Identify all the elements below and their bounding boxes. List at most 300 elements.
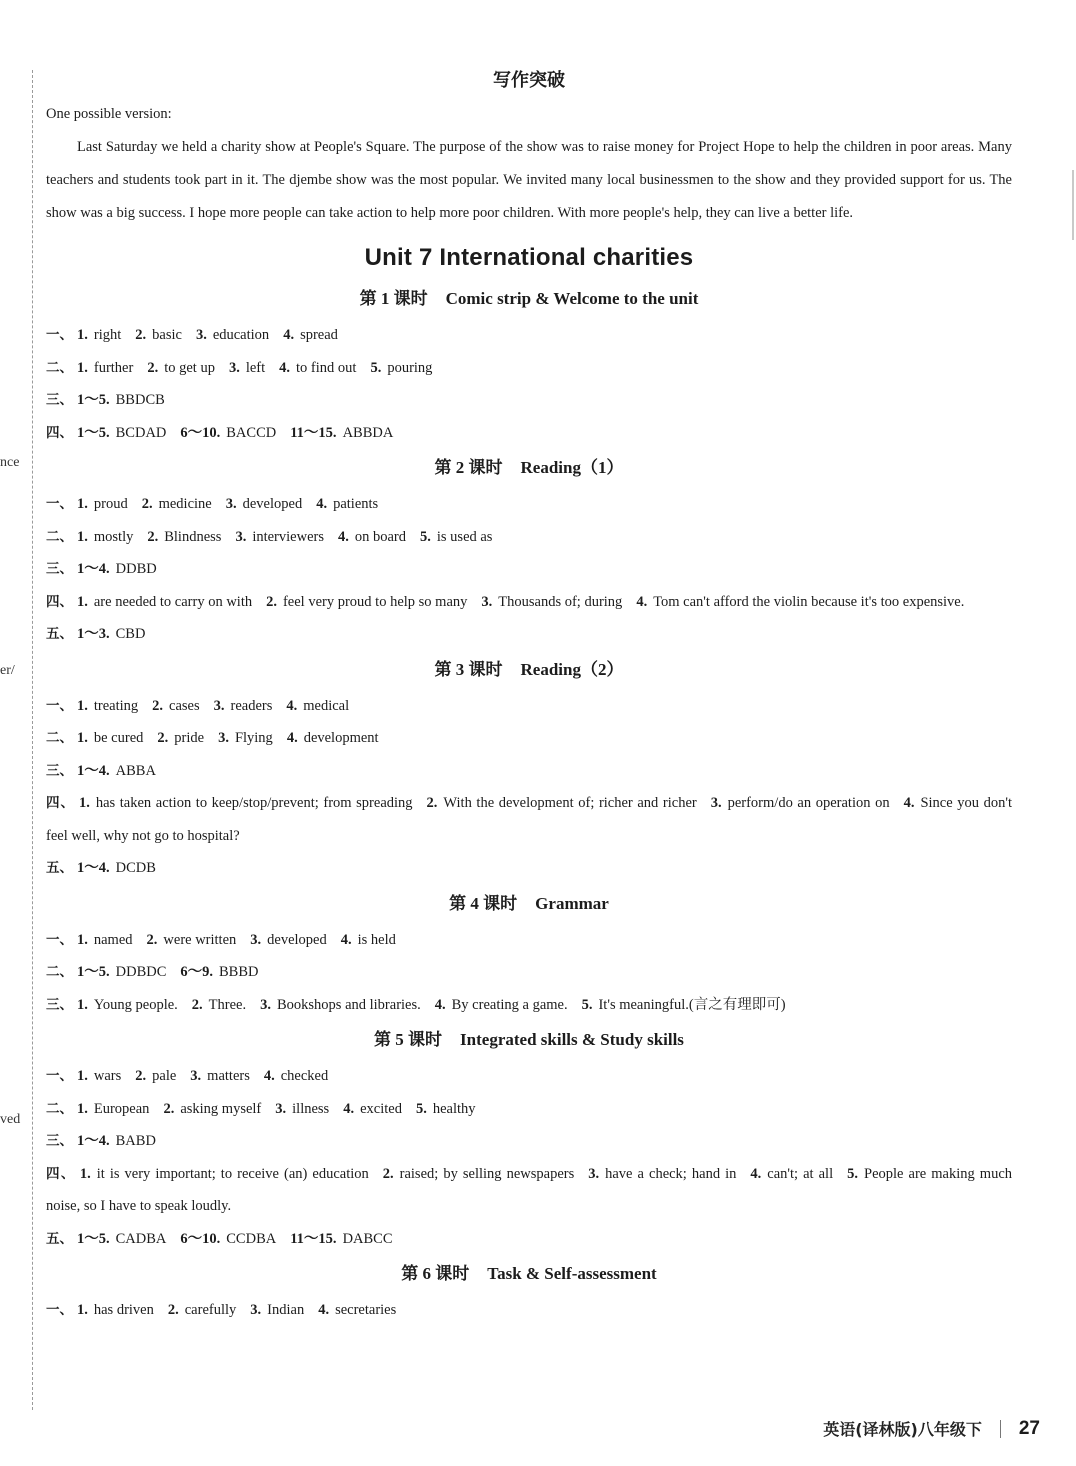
question-number: 1. [77,1068,88,1084]
question-number: 3. [275,1100,287,1117]
answer-text: pale [152,1068,177,1084]
section-label: 一、 [46,1302,73,1318]
question-number: 2. [135,1068,147,1084]
answer-text: secretaries [335,1302,397,1318]
question-number: 2. [157,730,169,746]
answer-text: By creating a game. [451,996,568,1013]
cut-off-text-fragment: er/ [0,663,15,678]
answer-item [147,932,237,948]
answer-row [46,319,1012,352]
section-label: 五、 [46,1230,73,1247]
answer-text: illness [292,1100,330,1117]
answer-item [192,997,246,1013]
answer-item [77,496,128,512]
answer-item [383,1166,574,1182]
section-label: 二、 [46,1100,73,1117]
question-number: 4. [279,359,291,376]
answer-item [588,1166,736,1182]
answer-row [46,553,1012,586]
answer-item [250,1302,304,1318]
question-number: 3. [481,593,493,610]
answer-row [46,690,1012,723]
answer-item [287,730,379,746]
answer-item [77,327,121,343]
section-label: 四、 [46,795,75,811]
lesson-number: 第 3 课时 [434,659,503,679]
answer-text: BBDCB [115,392,165,408]
question-number: 1. [77,931,88,948]
section-label: 五、 [46,860,73,876]
answer-item [77,1133,156,1149]
answer-text: are needed to carry on with [93,593,253,610]
answer-item [250,932,326,948]
question-number: 1. [77,359,88,376]
question-number: 4. [286,697,298,714]
answer-item [214,698,273,714]
answer-item [264,1068,328,1084]
answer-text: Since you don't feel well, why not go to hospital? [46,795,1013,844]
section-label: 三、 [46,996,73,1013]
question-number: 4. [283,327,295,343]
question-number: 5. [847,1165,858,1182]
answer-row [46,924,1012,957]
answer-row [46,956,1012,989]
question-number: 1. [77,1302,88,1318]
question-number: 1～3. [77,626,110,642]
question-number: 1～4. [77,762,110,779]
question-number: 4. [750,1165,762,1182]
question-number: 4. [903,795,915,811]
answer-item [636,594,964,610]
section-label: 二、 [46,359,73,376]
answer-item [420,529,492,545]
footer-subject: 英语(译林版)八年级下 [823,1420,982,1439]
page-footer [823,1417,1040,1440]
question-number: 3. [225,496,237,512]
answer-text: patients [333,496,379,512]
question-number: 3. [250,1302,262,1318]
answer-item [152,698,199,714]
answer-text: checked [280,1068,329,1084]
answer-item [77,1068,121,1084]
answer-item [318,1302,396,1318]
answer-text: It's meaningful.(言之有理即可) [598,996,786,1013]
section-label: 五、 [46,626,73,642]
section-label: 四、 [46,424,73,441]
answer-text: to find out [296,359,357,376]
question-number: 4. [434,996,446,1013]
question-number: 1. [77,327,88,343]
cut-off-text-fragment: ved [0,1112,21,1127]
lesson-name: Reading（1） [520,458,624,477]
answer-text: carefully [184,1302,237,1318]
question-number: 3. [588,1165,600,1182]
answer-item [77,1302,154,1318]
answer-item [260,997,421,1013]
answer-item [290,1231,392,1247]
answer-text: ABBA [115,762,156,779]
question-number: 1～5. [77,424,110,441]
answer-text: is held [357,931,396,948]
answer-text: interviewers [252,528,324,545]
question-number: 1. [77,730,88,746]
answer-text: it is very important; to receive (an) education [96,1165,369,1182]
answer-text: mostly [93,528,134,545]
binding-margin-line [32,70,33,1410]
answer-item [163,1101,261,1117]
answer-text: feel very proud to help so many [282,593,468,610]
answer-item [226,496,302,512]
answer-item [77,594,252,610]
question-number: 2. [141,496,153,512]
question-number: 6～10. [180,1230,221,1247]
answer-text: Tom can't afford the violin because it's too expensive. [653,593,965,610]
lesson-name: Comic strip & Welcome to the unit [445,289,699,308]
lesson-title [46,655,1012,680]
answer-text: DDBD [115,561,157,577]
answer-item [77,763,156,779]
answer-item [77,561,157,577]
question-number: 4. [316,496,328,512]
question-number: 2. [191,996,203,1013]
question-number: 5. [581,996,593,1013]
cut-off-text-fragment: nce [0,455,20,470]
answer-row [46,488,1012,521]
answer-text: can't; at all [767,1165,834,1182]
answer-text: medicine [158,496,212,512]
answer-item [235,529,324,545]
answer-item [180,964,258,980]
answer-item [77,425,166,441]
question-number: 3. [190,1068,202,1084]
answer-item [266,594,467,610]
answer-text: People are making much noise, so I have to speak loudly. [46,1165,1013,1214]
answer-row [46,1125,1012,1158]
answer-item [147,360,215,376]
answer-item [157,730,204,746]
question-number: 6～9. [180,964,214,980]
question-number: 1～5. [77,392,110,408]
question-number: 1. [77,528,88,545]
answer-row [46,852,1012,885]
answer-text: With the development of; richer and richer [443,795,697,811]
question-number: 11～15. [290,1230,337,1247]
answer-text: named [93,931,133,948]
question-number: 3. [213,697,225,714]
answer-text: wars [93,1068,122,1084]
answer-item [275,1101,329,1117]
question-number: 2. [147,359,159,376]
question-number: 3. [218,730,229,746]
section-label: 三、 [46,762,73,779]
section-label: 四、 [46,1165,76,1182]
answer-item [343,1101,402,1117]
answer-item [582,997,786,1013]
question-number: 3. [235,528,247,545]
answer-row [46,417,1012,450]
answer-text: pride [174,730,205,746]
answer-text: were written [163,931,237,948]
answer-item [435,997,568,1013]
answer-item [341,932,396,948]
answer-item [77,860,156,876]
section-label: 一、 [46,1068,73,1084]
answer-item [338,529,406,545]
lesson-number: 第 6 课时 [401,1264,470,1283]
question-number: 1～4. [77,561,110,577]
lesson-title [46,1025,1012,1050]
question-number: 4. [343,1100,355,1117]
question-number: 2. [266,593,277,610]
lesson-title [46,453,1012,478]
question-number: 6～10. [180,424,221,441]
answer-item [77,626,145,642]
answer-row [46,352,1012,385]
question-number: 2. [426,795,438,811]
answer-text: have a check; hand in [605,1165,737,1182]
question-number: 1. [77,593,88,610]
answer-text: cases [169,697,200,714]
answer-item [229,360,265,376]
lesson-number: 第 2 课时 [434,458,503,477]
question-number: 2. [382,1165,394,1182]
answer-text: right [93,327,122,343]
answer-item [80,1166,369,1182]
answer-text: BCDAD [115,424,167,441]
answer-text: Three. [208,996,247,1013]
answer-item [711,795,890,811]
answer-item [77,698,138,714]
answer-text: BACCD [226,424,277,441]
answer-text: further [93,359,134,376]
question-number: 3. [250,931,262,948]
question-number: 1. [77,496,88,512]
answer-text: is used as [436,528,493,545]
section-label: 一、 [46,931,73,948]
answer-item [77,730,143,746]
section-label: 一、 [46,327,73,343]
answer-text: be cured [93,730,144,746]
answer-item [370,360,432,376]
question-number: 3. [260,996,271,1013]
section-label: 一、 [46,697,73,714]
answer-text: DABCC [342,1230,393,1247]
question-number: 1～5. [77,1230,110,1247]
lesson-number: 第 4 课时 [449,893,518,913]
answer-text: Bookshops and libraries. [276,996,421,1013]
answer-item [283,327,338,343]
answer-text: European [93,1100,150,1117]
answer-text: left [245,359,266,376]
answer-item [279,360,356,376]
answer-item [142,496,212,512]
answer-row [46,1060,1012,1093]
answer-text: BBBD [219,964,259,980]
lesson-name: Task & Self-assessment [487,1264,657,1283]
footer-divider [1000,1420,1001,1438]
answer-row [46,989,1012,1022]
answer-item [750,1166,833,1182]
question-number: 4. [636,593,648,610]
lesson-name: Grammar [535,893,609,913]
answer-row [46,787,1012,852]
question-number: 1. [78,795,90,811]
lesson-title [46,284,1012,309]
lesson-title [46,1259,1012,1284]
answer-item [168,1302,236,1318]
question-number: 2. [163,1100,175,1117]
answer-item [77,529,133,545]
section-label: 二、 [46,730,73,746]
answer-text: has driven [93,1302,154,1318]
answer-row [46,755,1012,788]
question-number: 1～5. [77,964,110,980]
answer-row [46,521,1012,554]
answer-item [196,327,269,343]
question-number: 1. [77,697,88,714]
writing-heading: 写作突破 [493,70,565,90]
answer-text: ABBDA [342,424,394,441]
answer-item [290,425,393,441]
answer-text: to get up [164,359,215,376]
answer-text: CBD [115,626,146,642]
answer-text: perform/do an operation on [727,795,890,811]
answer-text: raised; by selling newspapers [399,1165,575,1182]
answer-item [135,327,182,343]
answer-text: pouring [387,359,433,376]
answer-row [46,586,1012,619]
answer-item [286,698,349,714]
answer-item [77,997,178,1013]
answer-item [427,795,697,811]
writing-essay: Last Saturday we held a charity show at People's Square. The purpose of the show was to raise money for Project Hope to help the children in poor areas. Many teachers and students took part in it. The djembe show was the most popular. We invited many local businessmen to the show and they provided support for us. The show was a big success. I hope more people can take action to help more poor children. With more people's help, they can live a better life. [46,139,1012,221]
question-number: 1. [79,1165,91,1182]
page-number: 27 [1018,1417,1040,1439]
answer-row [46,1093,1012,1126]
answer-text: treating [93,697,139,714]
answer-item [180,1231,276,1247]
question-number: 3. [195,327,207,343]
answer-item [218,730,273,746]
lesson-number: 第 1 课时 [359,289,428,308]
answer-text: CADBA [115,1230,167,1247]
section-label: 二、 [46,528,73,545]
page-content [46,66,1012,1327]
page-edge-mark [1072,170,1074,240]
lesson-name: Integrated skills & Study skills [460,1030,684,1049]
section-label: 二、 [46,964,73,980]
question-number: 2. [146,931,158,948]
section-label: 四、 [46,593,73,610]
answer-text: medical [303,697,350,714]
answer-text: on board [354,528,406,545]
section-label: 三、 [46,1133,73,1149]
answer-text: BABD [115,1133,156,1149]
lesson-title [46,889,1012,914]
lesson-number: 第 5 课时 [374,1030,443,1049]
question-number: 3. [710,795,722,811]
answer-text: asking myself [180,1100,262,1117]
answer-row [46,1158,1012,1223]
answer-text: Blindness [164,528,222,545]
question-number: 1～4. [77,1133,110,1149]
answer-row [46,618,1012,651]
answer-item [77,392,165,408]
answer-item [135,1068,176,1084]
answer-text: healthy [432,1100,476,1117]
answer-text: proud [93,496,128,512]
answer-text: DDBDC [115,964,167,980]
answer-item [316,496,378,512]
section-label: 三、 [46,561,73,577]
answer-item [77,1231,166,1247]
question-number: 5. [415,1100,427,1117]
answer-text: spread [300,327,338,343]
question-number: 4. [337,528,349,545]
question-number: 5. [370,359,382,376]
question-number: 1. [77,1100,88,1117]
question-number: 2. [147,528,159,545]
section-label: 三、 [46,392,73,408]
answer-text: development [303,730,379,746]
answer-item [77,1101,149,1117]
answer-text: CCDBA [226,1230,277,1247]
answer-text: basic [152,327,182,343]
answer-text: has taken action to keep/stop/prevent; from spreading [95,795,413,811]
question-number: 2. [135,327,147,343]
answer-item [180,425,276,441]
lesson-name: Reading（2） [520,659,624,679]
question-number: 1. [77,996,88,1013]
lessons-container [46,284,1012,1327]
answer-item [481,594,622,610]
question-number: 4. [286,730,298,746]
answer-row [46,722,1012,755]
answer-row [46,1223,1012,1256]
answer-text: Young people. [93,996,178,1013]
answer-item [190,1068,250,1084]
answer-item [416,1101,476,1117]
writing-intro: One possible version: [46,106,172,122]
answer-text: developed [242,496,303,512]
question-number: 4. [340,931,352,948]
answer-item [79,795,413,811]
question-number: 2. [152,697,164,714]
answer-text: developed [267,931,327,948]
answer-text: Indian [267,1302,305,1318]
answer-item [77,360,133,376]
answer-item [77,932,133,948]
answer-row [46,384,1012,417]
question-number: 5. [420,528,431,545]
question-number: 4. [318,1302,330,1318]
answer-text: excited [360,1100,402,1117]
question-number: 2. [167,1302,179,1318]
answer-text: Thousands of; during [498,593,623,610]
answer-text: DCDB [115,860,156,876]
answer-text: matters [207,1068,250,1084]
answer-item [147,529,221,545]
answer-text: readers [230,697,273,714]
section-label: 一、 [46,496,73,512]
question-number: 1～4. [77,860,110,876]
answer-text: Flying [234,730,273,746]
answer-item [77,964,166,980]
question-number: 4. [263,1068,275,1084]
question-number: 11～15. [290,424,337,441]
question-number: 3. [228,359,240,376]
unit-title: Unit 7 International charities [364,244,694,271]
